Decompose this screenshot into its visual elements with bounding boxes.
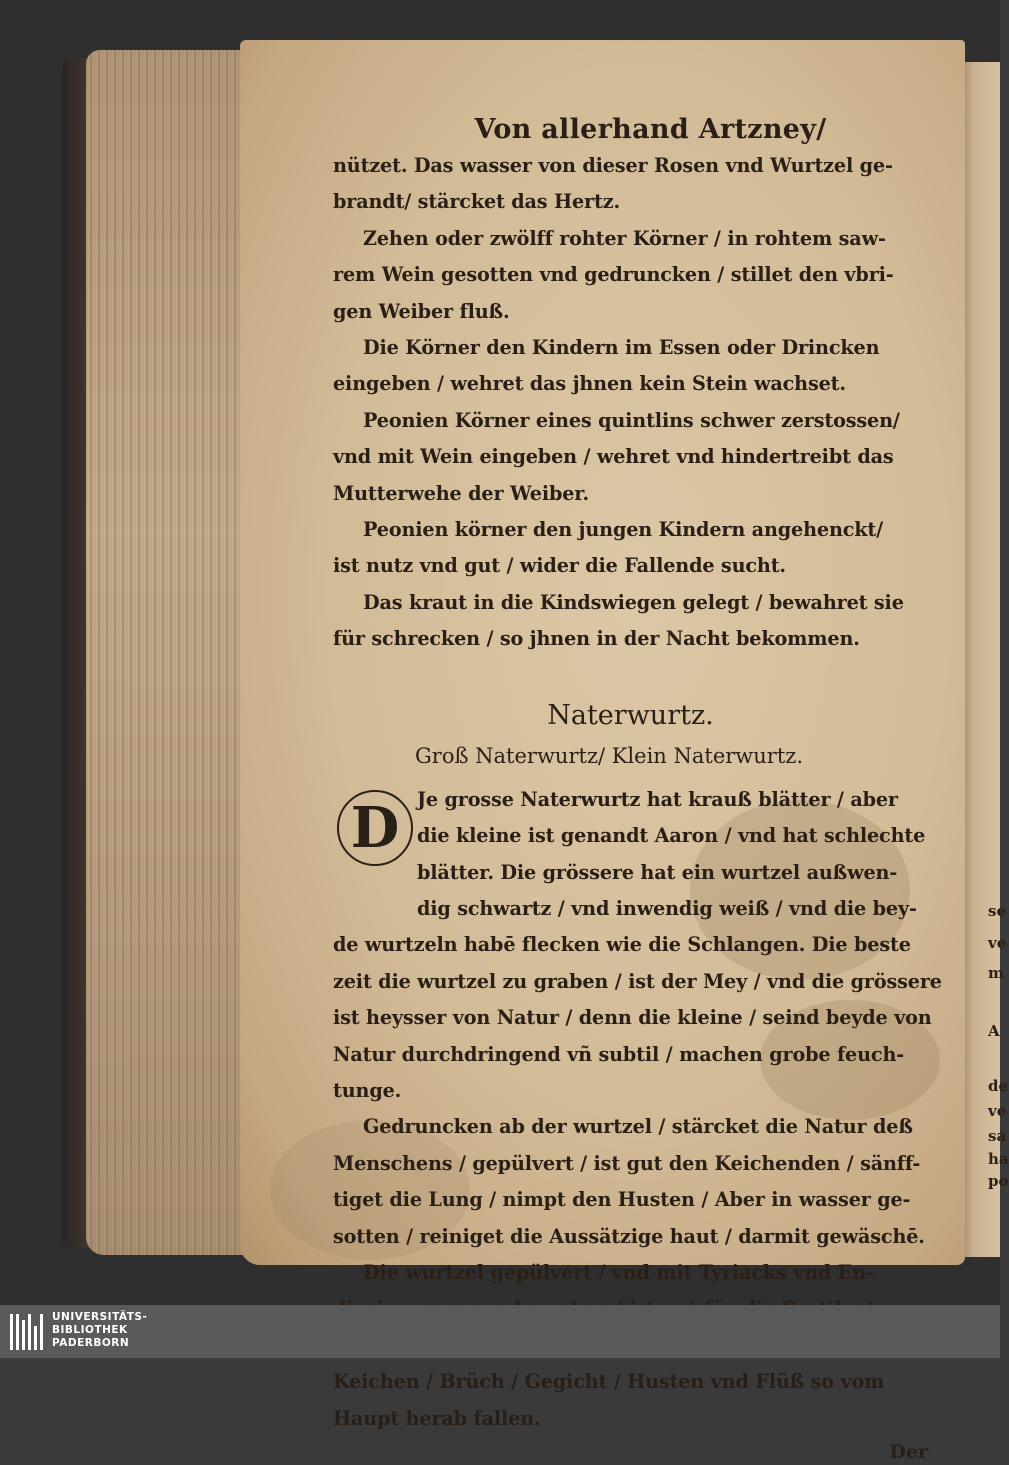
text-line: Peonien körner den jungen Kindern angehenckt/ xyxy=(363,518,883,542)
text-line: für schrecken / so jhnen in der Nacht bekommen. xyxy=(333,627,860,651)
right-fragment: ha xyxy=(988,1150,1009,1168)
text-line: de wurtzeln habē flecken wie die Schlangen. Die beste xyxy=(333,933,911,957)
text-line: Die wurtzel gepülvert / vnd mit Tyriacks vnd En- xyxy=(363,1260,874,1284)
right-page-sliver xyxy=(960,62,1009,1257)
text-line: eingeben / wehret das jhnen kein Stein wachset. xyxy=(333,372,846,396)
text-line: blätter. Die grössere hat ein wurtzel außwen- xyxy=(417,860,898,884)
text-line: Gedruncken ab der wurtzel / stärcket die Natur deß xyxy=(363,1115,913,1139)
text-line: ist nutz vnd gut / wider die Fallende sucht. xyxy=(333,554,786,578)
library-name-line: BIBLIOTHEK xyxy=(52,1324,128,1336)
right-fragment: sa xyxy=(988,1127,1007,1145)
text-line: Je grosse Naterwurtz hat krauß blätter / aber xyxy=(417,787,898,811)
text-line: Mutterwehe der Weiber. xyxy=(333,481,590,505)
right-fragment: po xyxy=(988,1172,1009,1190)
text-line: rem Wein gesotten vnd gedruncken / stillet den vbri- xyxy=(333,263,894,287)
text-line: brandt/ stärcket das Hertz. xyxy=(333,190,620,214)
text-line: Natur durchdringend vñ subtil / machen grobe feuch- xyxy=(333,1042,905,1066)
text-line: gen Weiber fluß. xyxy=(333,299,510,323)
text-line: Peonien Körner eines quintlins schwer zerstossen/ xyxy=(363,408,900,432)
footer-bar xyxy=(0,1305,1000,1358)
decorated-initial: D xyxy=(337,790,413,866)
right-fragment: se xyxy=(988,902,1006,920)
right-fragment: ve xyxy=(988,934,1007,952)
text-line: Zehen oder zwölff rohter Körner / in rohtem saw- xyxy=(363,226,886,250)
text-line: Keichen / Brüch / Gegicht / Husten vnd Flüß so vom xyxy=(333,1370,885,1394)
text-line: Das kraut in die Kindswiegen gelegt / bewahret sie xyxy=(363,590,904,614)
text-line: tunge. xyxy=(333,1078,402,1102)
section-subtitle: Groß Naterwurtz/ Klein Naterwurtz. xyxy=(415,743,804,768)
text-line: Haupt herab fallen. xyxy=(333,1406,541,1430)
right-fragment: ve xyxy=(988,1102,1007,1120)
text-line: dig schwartz / vnd inwendig weiß / vnd die bey- xyxy=(417,896,917,920)
library-name-line: PADERBORN xyxy=(52,1337,130,1349)
section-title: Naterwurtz. xyxy=(547,699,714,731)
text-line: Die Körner den Kindern im Essen oder Drincken xyxy=(363,336,880,360)
right-fragment: m xyxy=(988,964,1004,982)
page-edges xyxy=(86,50,256,1255)
library-name xyxy=(52,1311,147,1350)
right-fragment: A xyxy=(988,1022,1000,1040)
text-line: ist heysser von Natur / denn die kleine / seind beyde von xyxy=(333,1006,932,1030)
running-header: Von allerhand Artzney/ xyxy=(474,114,827,145)
text-line: Menschens / gepülvert / ist gut den Keichenden / sänff- xyxy=(333,1151,921,1175)
library-name-line: UNIVERSITÄTS- xyxy=(52,1311,148,1323)
initial-paragraph xyxy=(333,782,928,928)
text-line: sotten / reiniget die Aussätzige haut / darmit gewäschē. xyxy=(333,1224,925,1248)
text-block xyxy=(333,112,942,1465)
right-fragment: de xyxy=(988,1077,1009,1095)
text-line: zeit die wurtzel zu graben / ist der Mey / vnd die grössere xyxy=(333,969,942,993)
text-line: die kleine ist genandt Aaron / vnd hat schlechte xyxy=(417,824,926,848)
text-line: tiget die Lung / nimpt den Husten / Aber in wasser ge- xyxy=(333,1188,911,1212)
catchword: Der xyxy=(889,1441,928,1463)
text-line: nützet. Das wasser von dieser Rosen vnd Wurtzel ge- xyxy=(333,154,893,177)
library-logo-icon xyxy=(8,1310,44,1354)
text-line: vnd mit Wein eingeben / wehret vnd hindertreibt das xyxy=(333,445,894,469)
